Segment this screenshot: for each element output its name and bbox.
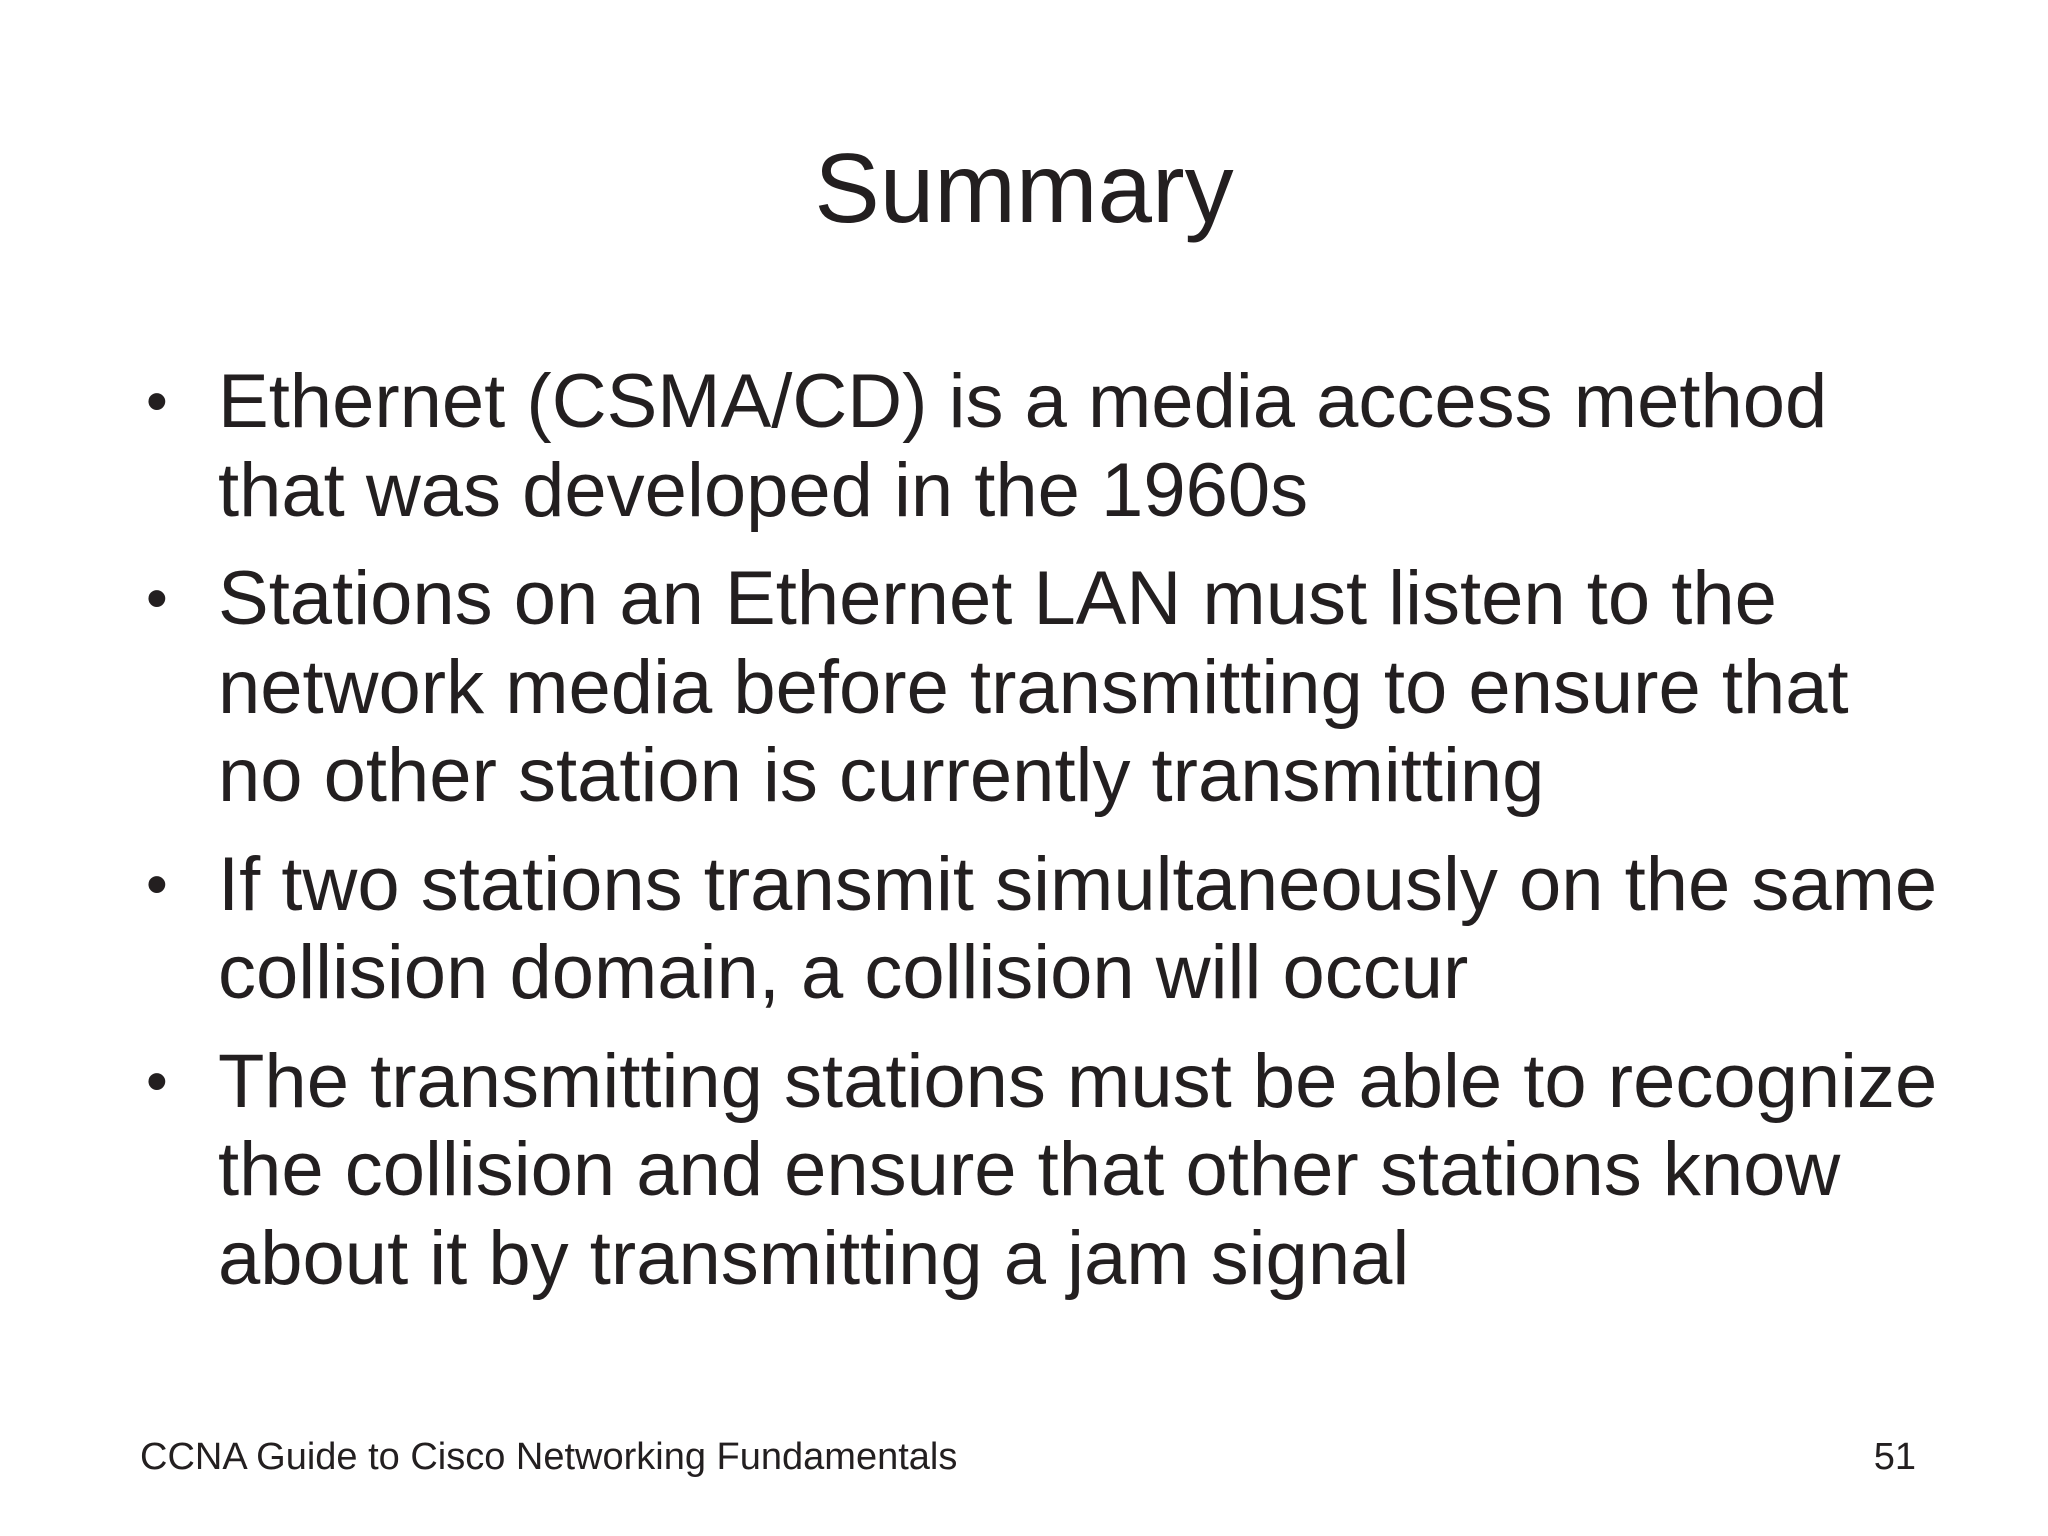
bullet-icon: • — [146, 1046, 168, 1116]
footer-page-number: 51 — [1873, 1436, 1916, 1478]
footer-course-title: CCNA Guide to Cisco Networking Fundamentals — [140, 1436, 958, 1478]
bullet-line: If two stations transmit simultaneously on the same — [218, 841, 1938, 927]
bullet-icon: • — [146, 367, 168, 436]
bullet-item — [140, 841, 1940, 1018]
bullet-line: The transmitting stations must be able to recognize — [218, 1038, 1938, 1124]
bullet-item — [140, 358, 1940, 535]
bullet-icon: • — [146, 849, 168, 919]
bullet-line: network media before transmitting to ensure that — [218, 644, 1849, 730]
bullet-item — [140, 1038, 1940, 1304]
bullet-line: Ethernet (CSMA/CD) is a media access method — [218, 359, 1828, 444]
bullet-icon: • — [146, 564, 168, 633]
slide-title: Summary — [814, 133, 1234, 243]
bullet-item — [140, 555, 1940, 821]
bullet-line: the collision and ensure that other stations know — [218, 1127, 1841, 1212]
bullet-list — [140, 358, 1940, 1323]
bullet-line: no other station is currently transmitting — [218, 733, 1545, 818]
bullet-line: collision domain, a collision will occur — [218, 930, 1469, 1015]
bullet-line: that was developed in the 1960s — [218, 447, 1309, 533]
bullet-line: Stations on an Ethernet LAN must listen to the — [218, 556, 1777, 641]
bullet-line: about it by transmitting a jam signal — [218, 1215, 1410, 1301]
